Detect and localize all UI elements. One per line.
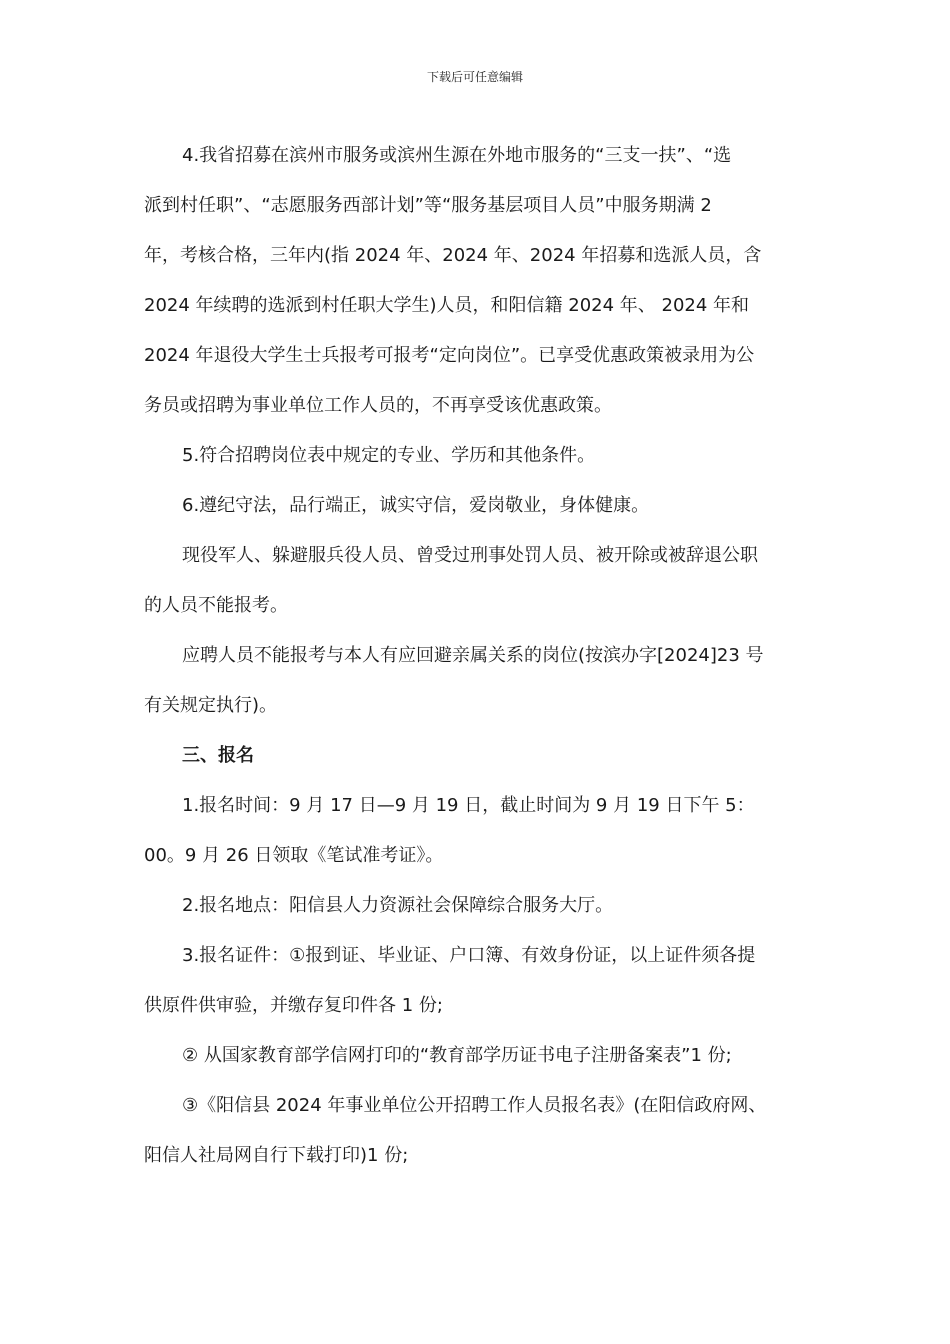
paragraph-line: 有关规定执行)。 [144, 695, 278, 716]
paragraph-line: 派到村任职”、“志愿服务西部计划”等“服务基层项目人员”中服务期满 2 [144, 195, 712, 216]
paragraph-line: 的人员不能报考。 [144, 595, 288, 616]
paragraph-line: 2024 年续聘的选派到村任职大学生)人员，和阳信籍 2024 年、 2024 年和 [144, 295, 750, 316]
paragraph-line: 务员或招聘为事业单位工作人员的，不再享受该优惠政策。 [144, 395, 612, 416]
paragraph-line: 1.报名时间：9 月 17 日—9 月 19 日，截止时间为 9 月 19 日下午 5： [182, 795, 755, 816]
paragraph-line: ③《阳信县 2024 年事业单位公开招聘工作人员报名表》(在阳信政府网、 [182, 1095, 767, 1116]
paragraph-line: 阳信人社局网自行下载打印)1 份; [144, 1145, 409, 1166]
page-header-note: 下载后可任意编辑 [426, 70, 523, 84]
paragraph-line: 2.报名地点：阳信县人力资源社会保障综合服务大厅。 [182, 895, 614, 916]
paragraph-line: 现役军人、躲避服兵役人员、曾受过刑事处罚人员、被开除或被辞退公职 [182, 545, 758, 566]
paragraph-line: 5.符合招聘岗位表中规定的专业、学历和其他条件。 [182, 445, 596, 466]
paragraph-line: 供原件供审验，并缴存复印件各 1 份; [144, 995, 443, 1016]
paragraph-line: 3.报名证件：①报到证、毕业证、户口簿、有效身份证，以上证件须各提 [182, 945, 756, 966]
paragraph-line: 年，考核合格，三年内(指 2024 年、2024 年、2024 年招募和选派人员，含 [144, 245, 762, 266]
paragraph-line: 应聘人员不能报考与本人有应回避亲属关系的岗位(按滨办字[2024]23 号 [182, 645, 764, 666]
paragraph-line: 2024 年退役大学生士兵报考可报考“定向岗位”。已享受优惠政策被录用为公 [144, 345, 755, 366]
paragraph-line: 4.我省招募在滨州市服务或滨州生源在外地市服务的“三支一扶”、“选 [182, 145, 732, 166]
paragraph-line: 6.遵纪守法，品行端正，诚实守信，爱岗敬业，身体健康。 [182, 495, 650, 516]
section-heading: 三、报名 [182, 745, 254, 766]
document-body [144, 131, 810, 1181]
paragraph-line: 00。9 月 26 日领取《笔试准考证》。 [144, 845, 444, 866]
paragraph-line: ② 从国家教育部学信网打印的“教育部学历证书电子注册备案表”1 份; [182, 1045, 732, 1066]
